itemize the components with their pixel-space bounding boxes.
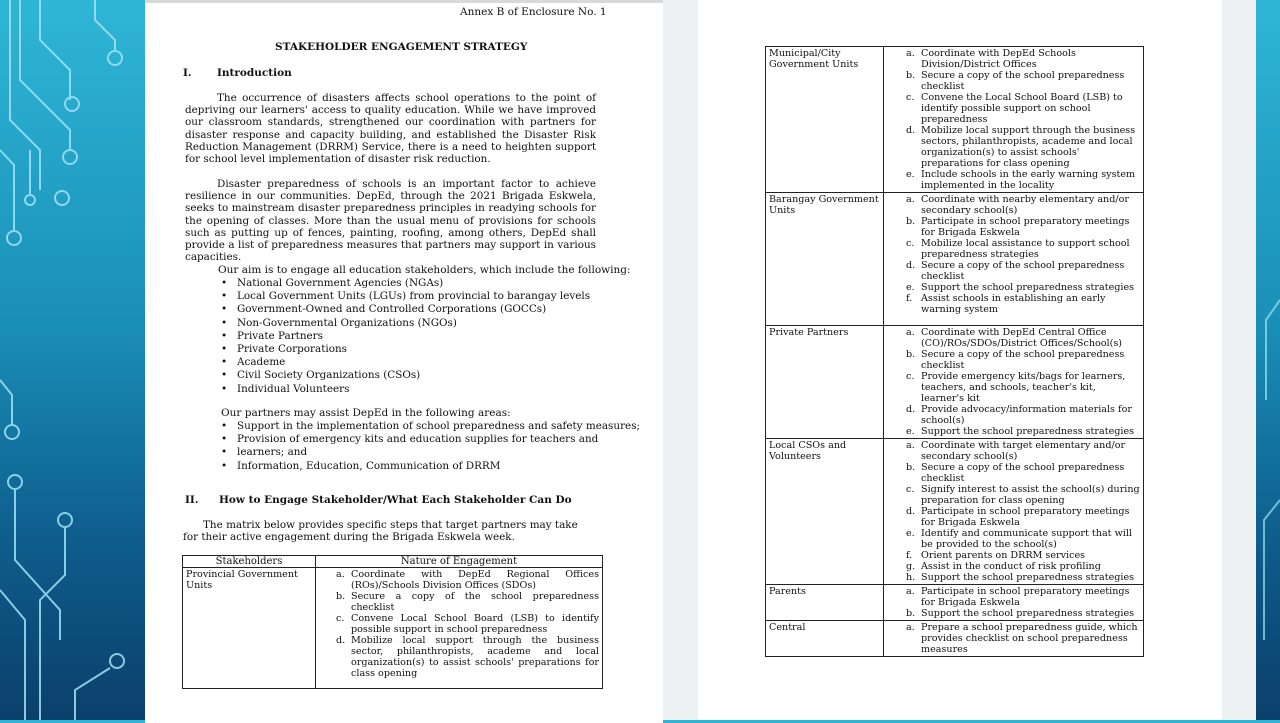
list-item [903, 282, 1140, 293]
item-letter: b. [906, 462, 916, 473]
document-page-2 [698, 0, 1222, 720]
table-row [766, 621, 1144, 657]
stakeholder-cell: Central [766, 621, 884, 657]
item-text: Secure a copy of the school preparedness checklist [351, 591, 599, 613]
list-item [903, 572, 1140, 583]
item-letter: b. [906, 70, 916, 81]
engagement-cell [884, 621, 1144, 657]
table-row [766, 193, 1144, 326]
matrix-intro: The matrix below provides specific steps that target partners may take for their active engagement during the Brigada Eskwela week. [183, 519, 578, 544]
column-header: Nature of Engagement [316, 556, 603, 568]
aim-sentence: Our aim is to engage all education stakeholders, which include the following: [218, 264, 631, 276]
item-letter: c. [336, 613, 345, 624]
item-text: Coordinate with nearby elementary and/or secondary school(s) [921, 194, 1129, 216]
item-text: Support the school preparedness strategies [921, 608, 1135, 619]
table-row [766, 326, 1144, 439]
list-item: • Private Partners [219, 330, 590, 343]
list-item: • Local Government Units (LGUs) from provincial to barangay levels [219, 290, 590, 303]
item-text: Signify interest to assist the school(s) during preparation for class opening [921, 484, 1140, 506]
item-letter: a. [906, 48, 915, 59]
intro-paragraph-2: Disaster preparedness of schools is an important factor to achieve resilience in our communities. DepEd, through the 2021 Brigada Eskwela, seeks to mainstream disaster preparedness principles in readying schools for the opening of classes. More than the usual menu of provisions for schools such as putting up of fences, painting, roofing, among others, DepEd shall provide a list of preparedness measures that partners may support in various capacities. [185, 178, 596, 264]
item-text: Provide emergency kits/bags for learners, teachers, and schools, teacher's kit, learner's kit [921, 371, 1126, 404]
list-item-continued: • learners; and [219, 446, 640, 459]
item-text: Secure a copy of the school preparedness checklist [921, 70, 1125, 92]
stakeholder-list [219, 277, 590, 396]
item-letter: b. [906, 608, 916, 619]
item-text: Assist schools in establishing an early warning system [921, 293, 1106, 315]
table-header-row [183, 556, 603, 568]
item-text: Include schools in the early warning system implemented in the locality [921, 169, 1136, 191]
stakeholder-cell: Parents [766, 585, 884, 621]
list-item: • Support in the implementation of school preparedness and safety measures; [219, 420, 640, 433]
list-item [903, 293, 1140, 315]
item-letter: g. [906, 561, 916, 572]
intro-paragraph-1: The occurrence of disasters affects school operations to the point of depriving our learners' access to quality education. While we have improved our classroom standards, strengthened our coordination with partners for disaster response and capacity building, and established the Disaster Risk Reduction Management (DRRM) Service, there is a need to heighten support for school level implementation of disaster risk reduction. [185, 92, 596, 166]
list-item: • Non-Governmental Organizations (NGOs) [219, 317, 590, 330]
list-item [903, 327, 1140, 349]
list-item [903, 426, 1140, 437]
list-item [333, 635, 599, 679]
item-letter: a. [906, 327, 915, 338]
item-letter: c. [906, 92, 915, 103]
page-margin [1222, 0, 1256, 720]
item-text: Mobilize local support through the business sectors, philanthropists, academe and local organization(s) to assist schools' preparations for class opening [921, 125, 1136, 169]
list-item: • Private Corporations [219, 343, 590, 356]
table-row [766, 585, 1144, 621]
page-gap [663, 0, 698, 720]
stakeholder-cell: Local CSOs and Volunteers [766, 439, 884, 585]
list-item [903, 260, 1140, 282]
table-row [766, 439, 1144, 585]
partners-intro: Our partners may assist DepEd in the following areas: [221, 407, 511, 419]
list-item: • Academe [219, 356, 590, 369]
engagement-cell [884, 439, 1144, 585]
item-letter: a. [906, 194, 915, 205]
list-item [903, 440, 1140, 462]
item-text: Assist in the conduct of risk profiling [921, 561, 1101, 572]
item-letter: f. [906, 550, 913, 561]
item-text: Coordinate with DepEd Regional Offices (ROs)/Schools Division Offices (SDOs) [351, 569, 599, 591]
areas-list [219, 420, 640, 473]
engagement-matrix [182, 555, 603, 689]
item-letter: e. [906, 169, 915, 180]
item-text: Mobilize local support through the business sector, philanthropists, academe and local organization(s) to assist schools' preparations for class opening [351, 635, 599, 679]
item-letter: h. [906, 572, 916, 583]
item-letter: d. [906, 260, 916, 271]
item-text: Secure a copy of the school preparedness checklist [921, 260, 1125, 282]
item-letter: e. [906, 282, 915, 293]
list-item: • National Government Agencies (NGAs) [219, 277, 590, 290]
item-letter: d. [906, 404, 916, 415]
list-item [903, 586, 1140, 608]
item-text: Secure a copy of the school preparedness checklist [921, 349, 1125, 371]
list-item [903, 622, 1140, 655]
item-letter: d. [906, 125, 916, 136]
item-letter: c. [906, 484, 915, 495]
engagement-cell [884, 193, 1144, 326]
stakeholder-cell: Provincial Government Units [183, 568, 316, 689]
circuit-decoration-right [1256, 0, 1280, 720]
item-text: Convene Local School Board (LSB) to identify possible support in school preparedness [351, 613, 599, 635]
engagement-cell [884, 326, 1144, 439]
circuit-decoration-left [0, 0, 145, 720]
item-text: Participate in school preparatory meetings for Brigada Eskwela [921, 216, 1130, 238]
item-text: Coordinate with target elementary and/or secondary school(s) [921, 440, 1126, 462]
list-item [903, 484, 1140, 506]
item-text: Identify and communicate support that will be provided to the school(s) [921, 528, 1132, 550]
item-text: Participate in school preparatory meetings for Brigada Eskwela [921, 506, 1130, 528]
annex-label: Annex B of Enclosure No. 1 [460, 6, 607, 18]
column-header: Stakeholders [183, 556, 316, 568]
engagement-cell [316, 568, 603, 689]
list-item [903, 92, 1140, 125]
item-letter: d. [336, 635, 346, 646]
item-letter: a. [906, 586, 915, 597]
list-item [903, 550, 1140, 561]
list-item [903, 238, 1140, 260]
item-text: Secure a copy of the school preparedness checklist [921, 462, 1125, 484]
list-item [333, 613, 599, 635]
item-text: Participate in school preparatory meetings for Brigada Eskwela [921, 586, 1130, 608]
item-text: Coordinate with DepEd Central Office (CO)/ROs/SDOs/District Offices/School(s) [921, 327, 1123, 349]
list-item [903, 70, 1140, 92]
section-heading: How to Engage Stakeholder/What Each Stakeholder Can Do [219, 494, 572, 506]
item-text: Support the school preparedness strategies [921, 282, 1135, 293]
list-item [903, 48, 1140, 70]
list-item: • Civil Society Organizations (CSOs) [219, 369, 590, 382]
list-item [903, 216, 1140, 238]
list-item [903, 462, 1140, 484]
list-item [903, 528, 1140, 550]
item-text: Orient parents on DRRM services [921, 550, 1086, 561]
item-text: Support the school preparedness strategies [921, 572, 1135, 583]
item-letter: e. [906, 528, 915, 539]
item-letter: b. [906, 216, 916, 227]
item-letter: e. [906, 426, 915, 437]
list-item: • Government-Owned and Controlled Corporations (GOCCs) [219, 303, 590, 316]
item-letter: a. [906, 622, 915, 633]
list-item [903, 194, 1140, 216]
list-item [903, 125, 1140, 169]
item-letter: b. [336, 591, 346, 602]
item-letter: d. [906, 506, 916, 517]
stakeholder-cell: Private Partners [766, 326, 884, 439]
list-item [903, 371, 1140, 404]
page-title: STAKEHOLDER ENGAGEMENT STRATEGY [275, 41, 528, 53]
item-letter: c. [906, 238, 915, 249]
engagement-cell [884, 47, 1144, 193]
item-text: Mobilize local assistance to support school preparedness strategies [921, 238, 1130, 260]
stakeholder-cell: Municipal/City Government Units [766, 47, 884, 193]
list-item [903, 608, 1140, 619]
item-letter: b. [906, 349, 916, 360]
list-item: • Information, Education, Communication of DRRM [219, 460, 640, 473]
section-number: II. [185, 494, 199, 506]
engagement-matrix-continued [765, 46, 1144, 657]
list-item: • Provision of emergency kits and education supplies for teachers and [219, 433, 640, 446]
item-letter: a. [906, 440, 915, 451]
list-item [903, 561, 1140, 572]
item-letter: c. [906, 371, 915, 382]
item-letter: f. [906, 293, 913, 304]
stakeholder-cell: Barangay Government Units [766, 193, 884, 326]
table-row [183, 568, 603, 689]
item-text: Coordinate with DepEd Schools Division/District Offices [921, 48, 1076, 70]
item-text: Prepare a school preparedness guide, which provides checklist on school preparedness measures [921, 622, 1138, 655]
item-text: Support the school preparedness strategies [921, 426, 1135, 437]
list-item [903, 349, 1140, 371]
item-text: Provide advocacy/information materials for school(s) [921, 404, 1132, 426]
engagement-cell [884, 585, 1144, 621]
item-text: Convene the Local School Board (LSB) to identify possible support on school preparedness [921, 92, 1123, 125]
item-letter: a. [336, 569, 345, 580]
table-row [766, 47, 1144, 193]
list-item: • Individual Volunteers [219, 383, 590, 396]
document-page-1 [145, 0, 663, 723]
list-item [903, 169, 1140, 191]
section-number: I. [183, 67, 192, 79]
list-item [903, 506, 1140, 528]
list-item [333, 591, 599, 613]
list-item [903, 404, 1140, 426]
list-item [333, 569, 599, 591]
section-heading: Introduction [217, 67, 292, 79]
